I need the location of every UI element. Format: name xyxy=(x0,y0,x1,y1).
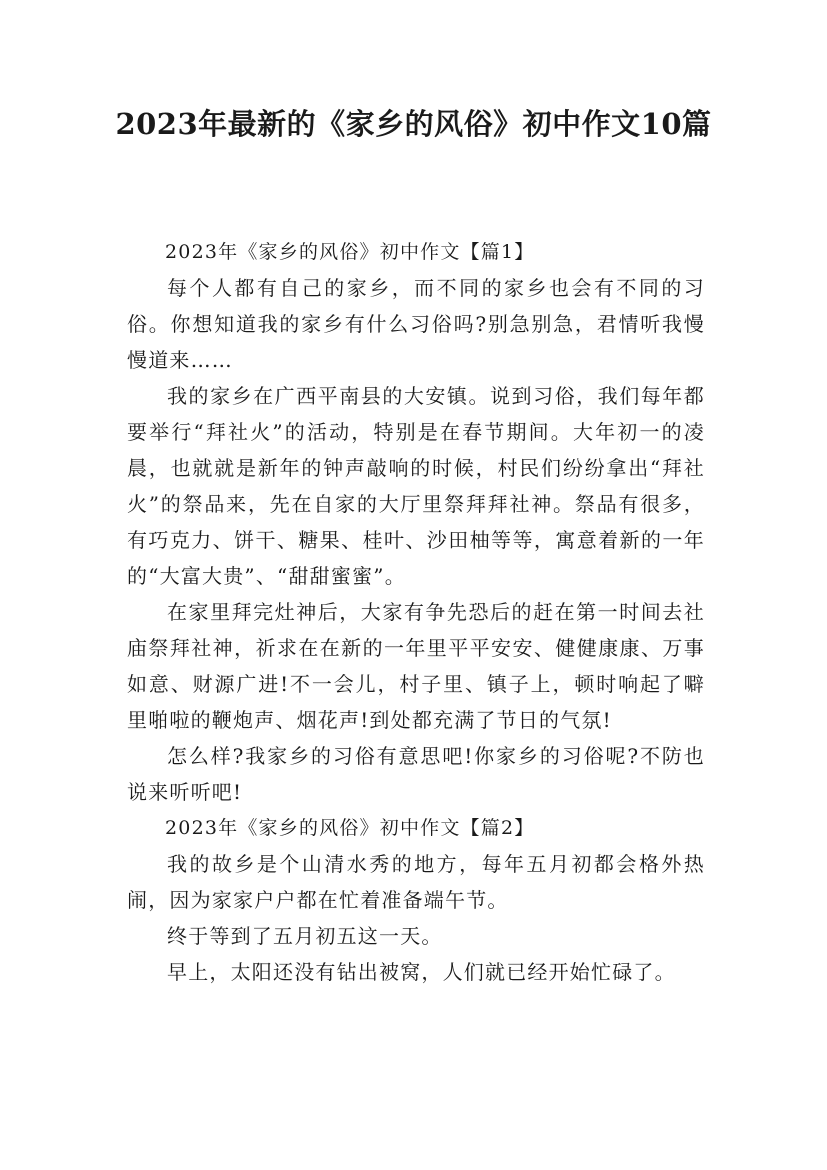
paragraph: 我的故乡是个山清水秀的地方，每年五月初都会格外热闹，因为家家户户都在忙着准备端午节。 xyxy=(127,852,705,912)
paragraph: 怎么样?我家乡的习俗有意思吧!你家乡的习俗呢?不防也说来听听吧! xyxy=(127,744,705,804)
paragraph: 早上，太阳还没有钻出被窝，人们就已经开始忙碌了。 xyxy=(167,960,676,984)
document-title: 2023年最新的《家乡的风俗》初中作文10篇 xyxy=(115,107,712,141)
section-heading: 2023年《家乡的风俗》初中作文【篇2】 xyxy=(165,817,535,839)
document-body xyxy=(127,234,705,990)
paragraph: 在家里拜完灶神后，大家有争先恐后的赶在第一时间去社庙祭拜社神，祈求在在新的一年里平平安安、健健康康、万事如意、财源广进!不一会儿，村子里、镇子上，顿时响起了噼里啪啦的鞭炮声、烟花声!到处都充满了节日的气氛! xyxy=(127,600,705,732)
paragraph: 每个人都有自己的家乡，而不同的家乡也会有不同的习俗。你想知道我的家乡有什么习俗吗?别急别急，君情听我慢慢道来…… xyxy=(127,276,705,372)
paragraph: 终于等到了五月初五这一天。 xyxy=(167,924,443,948)
section-heading: 2023年《家乡的风俗》初中作文【篇1】 xyxy=(165,241,535,263)
paragraph: 我的家乡在广西平南县的大安镇。说到习俗，我们每年都要举行“拜社火”的活动，特别是在春节期间。大年初一的凌晨，也就就是新年的钟声敲响的时候，村民们纷纷拿出“拜社火”的祭品来，先在自家的大厅里祭拜拜社神。祭品有很多，有巧克力、饼干、糖果、桂叶、沙田柚等等，寓意着新的一年的“大富大贵”、“甜甜蜜蜜”。 xyxy=(127,384,705,588)
